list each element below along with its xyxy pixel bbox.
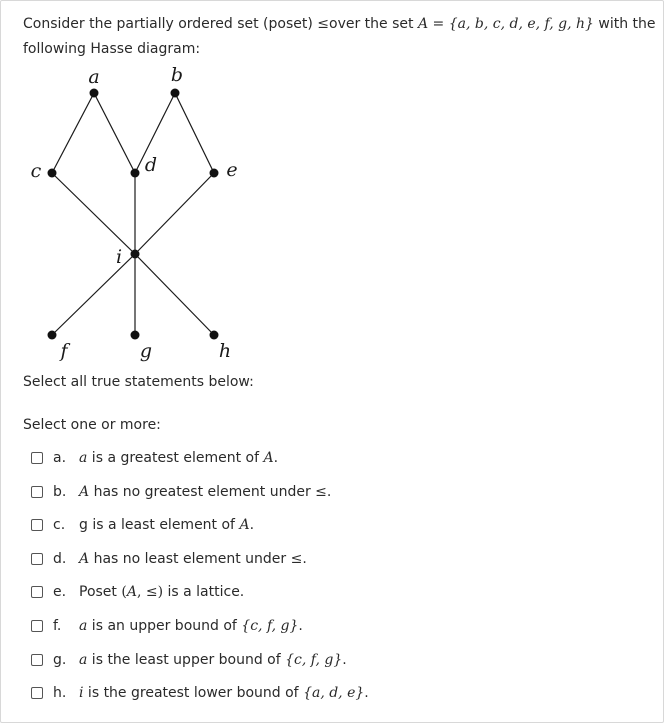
label-c: c bbox=[30, 160, 42, 182]
option-text bbox=[79, 517, 254, 533]
option-text-part: A bbox=[79, 484, 90, 500]
option-text-part: . bbox=[273, 450, 279, 466]
label-a: a bbox=[88, 66, 100, 88]
label-h: h bbox=[218, 340, 232, 362]
option-text-part: is a lattice. bbox=[163, 584, 245, 600]
option-c[interactable] bbox=[31, 514, 254, 536]
option-text-part: A bbox=[79, 551, 90, 567]
option-text-part: , ≤) bbox=[136, 584, 164, 600]
option-text-part: i bbox=[79, 685, 84, 701]
option-text bbox=[79, 584, 244, 600]
label-d: d bbox=[144, 154, 158, 176]
option-g[interactable] bbox=[31, 649, 347, 671]
option-text-part: a bbox=[79, 652, 88, 668]
option-text-part: is the least upper bound of bbox=[87, 652, 286, 668]
edge-a-d bbox=[94, 93, 135, 173]
option-text-part: . bbox=[364, 685, 369, 701]
hasse-diagram bbox=[1, 59, 301, 369]
node-e bbox=[210, 169, 219, 178]
option-text-part: . bbox=[326, 484, 332, 500]
label-e: e bbox=[226, 159, 238, 181]
node-a bbox=[90, 89, 99, 98]
option-text-part: g is a least element of bbox=[79, 517, 240, 533]
option-text bbox=[79, 551, 307, 567]
hasse-nodes bbox=[48, 89, 219, 340]
option-checkbox[interactable] bbox=[31, 452, 43, 464]
option-d[interactable] bbox=[31, 548, 307, 570]
hasse-labels bbox=[31, 64, 238, 362]
option-text-part: {a, d, e} bbox=[303, 685, 365, 701]
node-f bbox=[48, 331, 57, 340]
option-letter: e. bbox=[53, 584, 67, 600]
option-text-part: ≤ bbox=[315, 484, 327, 500]
option-text-part: . bbox=[302, 551, 307, 567]
option-text-part: . bbox=[249, 517, 255, 533]
question-over: over the set bbox=[329, 16, 418, 32]
option-text-part: is a greatest element of bbox=[87, 450, 264, 466]
option-text-part: a bbox=[79, 450, 88, 466]
question-line2: following Hasse diagram: bbox=[23, 41, 201, 57]
option-letter: g. bbox=[53, 652, 67, 668]
option-text-part: has no least element under bbox=[89, 551, 291, 567]
node-i bbox=[131, 250, 140, 259]
hasse-edges bbox=[52, 93, 214, 335]
option-text-part: . bbox=[342, 652, 347, 668]
option-text-part: is the greatest lower bound of bbox=[83, 685, 304, 701]
node-h bbox=[210, 331, 219, 340]
option-text bbox=[79, 484, 331, 500]
option-letter: f. bbox=[53, 618, 62, 634]
equals-sign: = bbox=[428, 16, 449, 32]
edge-i-f bbox=[52, 254, 135, 335]
option-text bbox=[79, 618, 303, 634]
option-text bbox=[79, 652, 347, 668]
edge-a-c bbox=[52, 93, 94, 173]
question-tail: with the bbox=[593, 16, 656, 32]
node-b bbox=[171, 89, 180, 98]
option-text-part: ≤ bbox=[290, 551, 303, 567]
option-checkbox[interactable] bbox=[31, 553, 43, 565]
option-b[interactable] bbox=[31, 481, 331, 503]
option-text-part: ( bbox=[121, 584, 127, 600]
option-text-part: is an upper bound of bbox=[87, 618, 242, 634]
option-letter: d. bbox=[53, 551, 67, 567]
option-text-part: A bbox=[126, 584, 137, 600]
node-c bbox=[48, 169, 57, 178]
question-intro: Consider the partially ordered set (poset) bbox=[23, 16, 318, 32]
option-checkbox[interactable] bbox=[31, 519, 43, 531]
question-text bbox=[23, 12, 658, 62]
option-text-part: . bbox=[298, 618, 303, 634]
option-letter: c. bbox=[53, 517, 66, 533]
option-a[interactable] bbox=[31, 447, 278, 469]
edge-i-h bbox=[135, 254, 214, 335]
label-f: f bbox=[60, 340, 68, 362]
label-b: b bbox=[170, 64, 184, 86]
label-g: g bbox=[139, 340, 153, 362]
prompt-text: Select all true statements below: bbox=[23, 374, 254, 390]
node-d bbox=[131, 169, 140, 178]
set-elements: {a, b, c, d, e, f, g, h} bbox=[448, 16, 594, 32]
edge-c-i bbox=[52, 173, 135, 254]
option-text-part: A bbox=[263, 450, 274, 466]
option-text bbox=[79, 685, 369, 701]
node-g bbox=[131, 331, 140, 340]
option-checkbox[interactable] bbox=[31, 486, 43, 498]
edge-b-e bbox=[175, 93, 214, 173]
option-text-part: Poset bbox=[79, 584, 122, 600]
option-checkbox[interactable] bbox=[31, 687, 43, 699]
option-text-part: {c, f, g} bbox=[285, 652, 343, 668]
label-i: i bbox=[115, 246, 123, 268]
option-checkbox[interactable] bbox=[31, 654, 43, 666]
relation-symbol: ≤ bbox=[317, 16, 330, 32]
option-text bbox=[79, 450, 278, 466]
option-text-part: A bbox=[239, 517, 250, 533]
option-f[interactable] bbox=[31, 615, 303, 637]
option-letter: h. bbox=[53, 685, 67, 701]
option-letter: a. bbox=[53, 450, 67, 466]
option-letter: b. bbox=[53, 484, 67, 500]
option-text-part: has no greatest element under bbox=[89, 484, 316, 500]
option-text-part: {c, f, g} bbox=[241, 618, 299, 634]
edge-e-i bbox=[135, 173, 214, 254]
option-checkbox[interactable] bbox=[31, 586, 43, 598]
set-name: A bbox=[417, 16, 429, 32]
option-e[interactable] bbox=[31, 581, 244, 603]
option-checkbox[interactable] bbox=[31, 620, 43, 632]
option-h[interactable] bbox=[31, 682, 369, 704]
select-hint: Select one or more: bbox=[23, 417, 161, 433]
option-text-part: a bbox=[79, 618, 88, 634]
